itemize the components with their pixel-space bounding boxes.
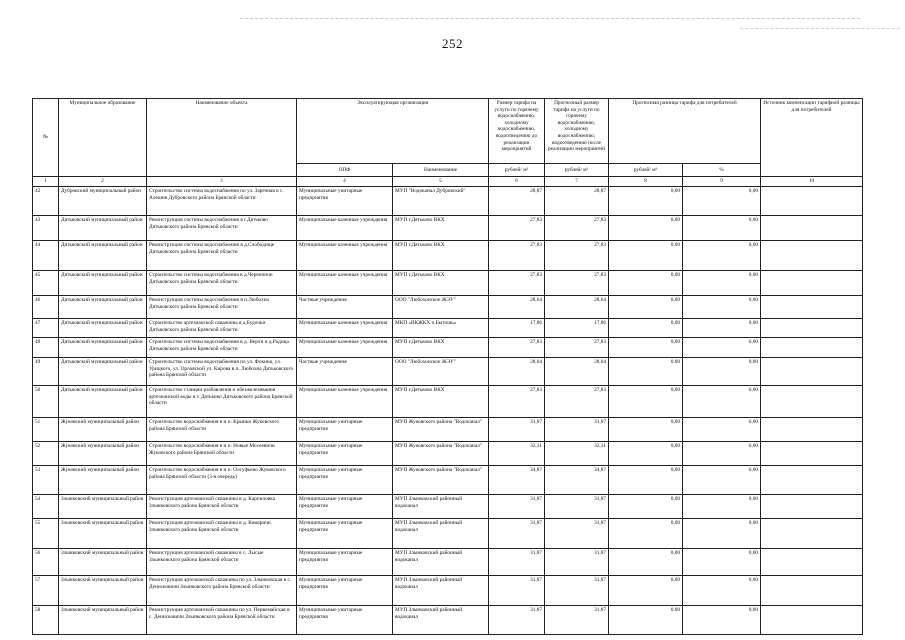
source-cell xyxy=(761,271,863,296)
diff-rub-cell: 0,00 xyxy=(609,418,683,442)
tariff-after-cell: 27,83 xyxy=(545,338,609,358)
source-cell xyxy=(761,549,863,576)
tariff-before-cell: 34,87 xyxy=(489,466,545,495)
scan-artifact-line xyxy=(740,28,900,29)
diff-rub-cell: 0,00 xyxy=(609,549,683,576)
row-number: 52 xyxy=(33,442,59,466)
tariff-after-cell: 28,64 xyxy=(545,296,609,319)
tariff-after-cell: 31,87 xyxy=(545,576,609,606)
diff-rub-cell: 0,00 xyxy=(609,216,683,241)
diff-pct-cell: 0,00 xyxy=(683,386,761,418)
column-number-row xyxy=(33,177,863,187)
operator-name-cell: МУП г.Дятьково ВКХ xyxy=(393,216,489,241)
operator-name-cell: МУП "Водоканал Дубровский" xyxy=(393,187,489,216)
tariff-before-cell: 28,64 xyxy=(489,296,545,319)
operator-name-cell: МУП Злынковский районный водоканал xyxy=(393,519,489,549)
municipality-cell: Злынковский муниципальный район xyxy=(59,576,147,606)
opf-cell: Муниципальные унитарные предприятия xyxy=(297,549,393,576)
source-cell xyxy=(761,216,863,241)
tariff-after-cell: 27,83 xyxy=(545,241,609,271)
header-unit-b: рублей/ м³ xyxy=(545,164,609,177)
operator-name-cell: МУП г.Дятьково ВКХ xyxy=(393,386,489,418)
row-number: 55 xyxy=(33,519,59,549)
row-number: 49 xyxy=(33,358,59,386)
diff-pct-cell: 0,00 xyxy=(683,495,761,519)
diff-rub-cell: 0,00 xyxy=(609,338,683,358)
row-number: 48 xyxy=(33,338,59,358)
header-municipality: Муниципальное образование xyxy=(59,99,147,177)
row-number: 50 xyxy=(33,386,59,418)
diff-pct-cell: 0,00 xyxy=(683,216,761,241)
municipality-cell: Дятьковский муниципальный район xyxy=(59,319,147,338)
table-row xyxy=(33,418,863,442)
header-unit-pct: % xyxy=(683,164,761,177)
operator-name-cell: МУП Злынковский районный водоканал xyxy=(393,606,489,635)
table-row xyxy=(33,319,863,338)
object-cell: Строительство системы водоснабжения по ул. Фокина, ул. Урицкого, ул. Орловской ул. Кирова в п. Любохна Дятьковского района Брянской области xyxy=(147,358,297,386)
tariff-before-cell: 31,87 xyxy=(489,495,545,519)
tariff-before-cell: 31,87 xyxy=(489,519,545,549)
source-cell xyxy=(761,519,863,549)
table-body xyxy=(33,187,863,635)
opf-cell: Муниципальные казенные учреждения xyxy=(297,241,393,271)
header-operator: Эксплуатирующая организация xyxy=(297,99,489,164)
diff-pct-cell: 0,00 xyxy=(683,576,761,606)
diff-pct-cell: 0,00 xyxy=(683,187,761,216)
operator-name-cell: МУП г.Дятьково ВКХ xyxy=(393,271,489,296)
source-cell xyxy=(761,241,863,271)
object-cell: Реконструкция артезианской скважины по ул. Злынковская в с. Денисковичи Злынковского района Брянской области xyxy=(147,576,297,606)
municipality-cell: Дятьковский муниципальный район xyxy=(59,296,147,319)
diff-rub-cell: 0,00 xyxy=(609,319,683,338)
diff-pct-cell: 0,00 xyxy=(683,519,761,549)
object-cell: Реконструкция артезианской скважины в д. Карпиловка Злынковского района Брянской области xyxy=(147,495,297,519)
source-cell xyxy=(761,576,863,606)
row-number: 43 xyxy=(33,216,59,241)
opf-cell: Муниципальные унитарные предприятия xyxy=(297,418,393,442)
tariff-after-cell: 27,83 xyxy=(545,271,609,296)
diff-rub-cell: 0,00 xyxy=(609,466,683,495)
tariff-before-cell: 27,83 xyxy=(489,241,545,271)
diff-rub-cell: 0,00 xyxy=(609,606,683,635)
opf-cell: Муниципальные казенные учреждения xyxy=(297,216,393,241)
source-cell xyxy=(761,319,863,338)
header-object: Наименование объекта xyxy=(147,99,297,177)
column-number: 4 xyxy=(297,177,393,187)
tariff-after-cell: 31,07 xyxy=(545,418,609,442)
operator-name-cell: МУП Злынковский районный водоканал xyxy=(393,495,489,519)
table-row xyxy=(33,495,863,519)
tariff-after-cell: 31,87 xyxy=(545,606,609,635)
table-row xyxy=(33,519,863,549)
municipality-cell: Жуковский муниципальный район xyxy=(59,442,147,466)
municipality-cell: Злынковский муниципальный район xyxy=(59,549,147,576)
row-number: 58 xyxy=(33,606,59,635)
operator-name-cell: МУП Жуковского района "Водоканал" xyxy=(393,466,489,495)
row-number: 53 xyxy=(33,466,59,495)
source-cell xyxy=(761,418,863,442)
opf-cell: Муниципальные казенные учреждения xyxy=(297,319,393,338)
diff-pct-cell: 0,00 xyxy=(683,241,761,271)
table-row xyxy=(33,241,863,271)
diff-rub-cell: 0,00 xyxy=(609,296,683,319)
operator-name-cell: ООО "Любохонское ЖЭУ" xyxy=(393,296,489,319)
source-cell xyxy=(761,442,863,466)
table-row xyxy=(33,296,863,319)
table-row xyxy=(33,576,863,606)
table-header-row xyxy=(33,99,863,164)
column-number: 7 xyxy=(545,177,609,187)
opf-cell: Муниципальные унитарные предприятия xyxy=(297,187,393,216)
tariff-before-cell: 28,87 xyxy=(489,187,545,216)
header-tariff-diff: Прогнозная разница тарифа для потребителей xyxy=(609,99,761,164)
object-cell: Строительство водоснабжения в н.п. Новые Мосеевичи Жуковского района Брянской области xyxy=(147,442,297,466)
object-cell: Строительство водоснабжения в н.п. Крынки Жуковского района Брянской области xyxy=(147,418,297,442)
tariff-before-cell: 32,31 xyxy=(489,442,545,466)
header-tariff-forecast: Прогнозный размер тарифа на услуги по горячему водоснабжению, холодному водоснабжению, водоотведению после реализации мероприятий xyxy=(545,99,609,164)
source-cell xyxy=(761,466,863,495)
municipality-cell: Дятьковский муниципальный район xyxy=(59,338,147,358)
municipality-cell: Жуковский муниципальный район xyxy=(59,466,147,495)
diff-rub-cell: 0,00 xyxy=(609,495,683,519)
column-number: 8 xyxy=(609,177,683,187)
object-cell: Строительство водоснабжения в н.п. Олсуфьево Жуковского района Брянской области (3-я очередь) xyxy=(147,466,297,495)
column-number: 10 xyxy=(761,177,863,187)
column-number: 1 xyxy=(33,177,59,187)
tariff-before-cell: 27,83 xyxy=(489,216,545,241)
operator-name-cell: МУП г.Дятьково ВКХ xyxy=(393,338,489,358)
source-cell xyxy=(761,296,863,319)
source-cell xyxy=(761,495,863,519)
operator-name-cell: МУП Злынковский районный водоканал xyxy=(393,576,489,606)
diff-pct-cell: 0,00 xyxy=(683,271,761,296)
tariff-after-cell: 17,86 xyxy=(545,319,609,338)
tariff-before-cell: 27,83 xyxy=(489,386,545,418)
tariff-after-cell: 34,87 xyxy=(545,466,609,495)
opf-cell: Муниципальные казенные учреждения xyxy=(297,271,393,296)
source-cell xyxy=(761,338,863,358)
municipality-cell: Дятьковский муниципальный район xyxy=(59,358,147,386)
column-number: 2 xyxy=(59,177,147,187)
table-row xyxy=(33,386,863,418)
diff-rub-cell: 0,00 xyxy=(609,241,683,271)
tariff-after-cell: 28,87 xyxy=(545,187,609,216)
tariff-before-cell: 31,87 xyxy=(489,576,545,606)
opf-cell: Муниципальные унитарные предприятия xyxy=(297,519,393,549)
diff-pct-cell: 0,00 xyxy=(683,338,761,358)
diff-rub-cell: 0,00 xyxy=(609,576,683,606)
object-cell: Реконструкция системы водоснабжения в п.Любохна Дятьковского района Брянской области xyxy=(147,296,297,319)
diff-rub-cell: 0,00 xyxy=(609,519,683,549)
diff-pct-cell: 0,00 xyxy=(683,549,761,576)
table-row xyxy=(33,442,863,466)
operator-name-cell: МУП Злынковский районный водоканал xyxy=(393,549,489,576)
diff-pct-cell: 0,00 xyxy=(683,296,761,319)
diff-pct-cell: 0,00 xyxy=(683,466,761,495)
operator-name-cell: МУП г.Дятьково ВКХ xyxy=(393,241,489,271)
table-row xyxy=(33,358,863,386)
diff-pct-cell: 0,00 xyxy=(683,358,761,386)
tariff-after-cell: 32,31 xyxy=(545,442,609,466)
header-unit-c: рублей/ м³ xyxy=(609,164,683,177)
tariff-before-cell: 28,64 xyxy=(489,358,545,386)
diff-rub-cell: 0,00 xyxy=(609,358,683,386)
source-cell xyxy=(761,187,863,216)
page-number: 252 xyxy=(442,36,463,51)
opf-cell: Частные учреждения xyxy=(297,358,393,386)
opf-cell: Муниципальные унитарные предприятия xyxy=(297,495,393,519)
header-tariff-size: Размер тарифа на услуги по горячему водоснабжению, холодному водоснабжению, водоотведению до реализации мероприятий xyxy=(489,99,545,164)
municipality-cell: Дятьковский муниципальный район xyxy=(59,241,147,271)
object-cell: Строительство артезианской скважины в д.Будочки Дятьковского района Брянской области xyxy=(147,319,297,338)
object-cell: Строительство системы водоснабжения по ул. Заречная в с. Алешня Дубровского района Брянской области xyxy=(147,187,297,216)
row-number: 51 xyxy=(33,418,59,442)
object-cell: Строительство системы водоснабжения в д.Черенчичи Дятьковского района Брянской области xyxy=(147,271,297,296)
object-cell: Реконструкция артезианской скважины по ул. Первомайская в с. Денисковичи Злынковского района Брянской области xyxy=(147,606,297,635)
municipality-cell: Жуковский муниципальный район xyxy=(59,418,147,442)
operator-name-cell: МКП «ВКЖКХ п.Бытошь» xyxy=(393,319,489,338)
municipality-cell: Дятьковский муниципальный район xyxy=(59,216,147,241)
object-cell: Строительство системы водоснабжения в д. Верхи и д.Радица Дятьковского района Брянской области xyxy=(147,338,297,358)
diff-rub-cell: 0,00 xyxy=(609,386,683,418)
opf-cell: Частные учреждения xyxy=(297,296,393,319)
municipality-cell: Дятьковский муниципальный район xyxy=(59,386,147,418)
tariff-before-cell: 17,86 xyxy=(489,319,545,338)
tariff-before-cell: 27,83 xyxy=(489,271,545,296)
header-opf: ОПФ xyxy=(297,164,393,177)
header-no: № xyxy=(33,99,59,177)
row-number: 46 xyxy=(33,296,59,319)
diff-pct-cell: 0,00 xyxy=(683,319,761,338)
row-number: 44 xyxy=(33,241,59,271)
source-cell xyxy=(761,606,863,635)
opf-cell: Муниципальные унитарные предприятия xyxy=(297,606,393,635)
tariff-after-cell: 31,87 xyxy=(545,495,609,519)
table-row xyxy=(33,338,863,358)
source-cell xyxy=(761,386,863,418)
diff-pct-cell: 0,00 xyxy=(683,418,761,442)
diff-pct-cell: 0,00 xyxy=(683,606,761,635)
source-cell xyxy=(761,358,863,386)
row-number: 54 xyxy=(33,495,59,519)
operator-name-cell: МУП Жуковского района "Водоканал" xyxy=(393,442,489,466)
opf-cell: Муниципальные унитарные предприятия xyxy=(297,442,393,466)
opf-cell: Муниципальные унитарные предприятия xyxy=(297,576,393,606)
object-cell: Реконструкция артезианской скважины в д. Комаричи Злынковского района Брянской области xyxy=(147,519,297,549)
tariff-before-cell: 31,07 xyxy=(489,418,545,442)
diff-rub-cell: 0,00 xyxy=(609,271,683,296)
header-source: Источник компенсации тарифной разницы для потребителей xyxy=(761,99,863,177)
column-number: 5 xyxy=(393,177,489,187)
municipality-cell: Злынковский муниципальный район xyxy=(59,606,147,635)
object-cell: Реконструкция системы водоснабжения в д.Слободище Дятьковского района Брянской области xyxy=(147,241,297,271)
opf-cell: Муниципальные казенные учреждения xyxy=(297,386,393,418)
tariff-after-cell: 31,87 xyxy=(545,549,609,576)
opf-cell: Муниципальные казенные учреждения xyxy=(297,338,393,358)
table-row xyxy=(33,187,863,216)
diff-rub-cell: 0,00 xyxy=(609,442,683,466)
municipality-cell: Дубровский муниципальный район xyxy=(59,187,147,216)
header-unit-a: рублей/ м³ xyxy=(489,164,545,177)
tariff-before-cell: 27,83 xyxy=(489,338,545,358)
operator-name-cell: МУП Жуковского района "Водоканал" xyxy=(393,418,489,442)
diff-pct-cell: 0,00 xyxy=(683,442,761,466)
object-cell: Реконструкция артезианской скважины в с. Лысые Злынковского района Брянской области xyxy=(147,549,297,576)
row-number: 45 xyxy=(33,271,59,296)
table-row xyxy=(33,271,863,296)
municipality-cell: Дятьковский муниципальный район xyxy=(59,271,147,296)
tariff-after-cell: 27,83 xyxy=(545,216,609,241)
municipality-cell: Злынковский муниципальный район xyxy=(59,495,147,519)
tariff-before-cell: 31,87 xyxy=(489,549,545,576)
column-number: 6 xyxy=(489,177,545,187)
row-number: 47 xyxy=(33,319,59,338)
row-number: 56 xyxy=(33,549,59,576)
tariff-after-cell: 27,83 xyxy=(545,386,609,418)
tariff-before-cell: 31,87 xyxy=(489,606,545,635)
opf-cell: Муниципальные унитарные предприятия xyxy=(297,466,393,495)
table-row xyxy=(33,549,863,576)
object-cell: Строительство станции разбавления и обезжелезивания артезианской воды в г. Дятьково Дятьковского района Брянской области xyxy=(147,386,297,418)
column-number: 9 xyxy=(683,177,761,187)
tariff-table xyxy=(32,98,863,635)
table-row xyxy=(33,606,863,635)
tariff-after-cell: 28,64 xyxy=(545,358,609,386)
operator-name-cell: ООО "Любохонское ЖЭУ" xyxy=(393,358,489,386)
column-number: 3 xyxy=(147,177,297,187)
row-number: 42 xyxy=(33,187,59,216)
municipality-cell: Злынковский муниципальный район xyxy=(59,519,147,549)
table-row xyxy=(33,466,863,495)
table-row xyxy=(33,216,863,241)
row-number: 57 xyxy=(33,576,59,606)
header-name: Наименование xyxy=(393,164,489,177)
scan-artifact-line xyxy=(240,18,860,19)
tariff-after-cell: 31,87 xyxy=(545,519,609,549)
diff-rub-cell: 0,00 xyxy=(609,187,683,216)
object-cell: Реконструкция системы водоснабжения в г.Дятьково Дятьковского района Брянской области xyxy=(147,216,297,241)
